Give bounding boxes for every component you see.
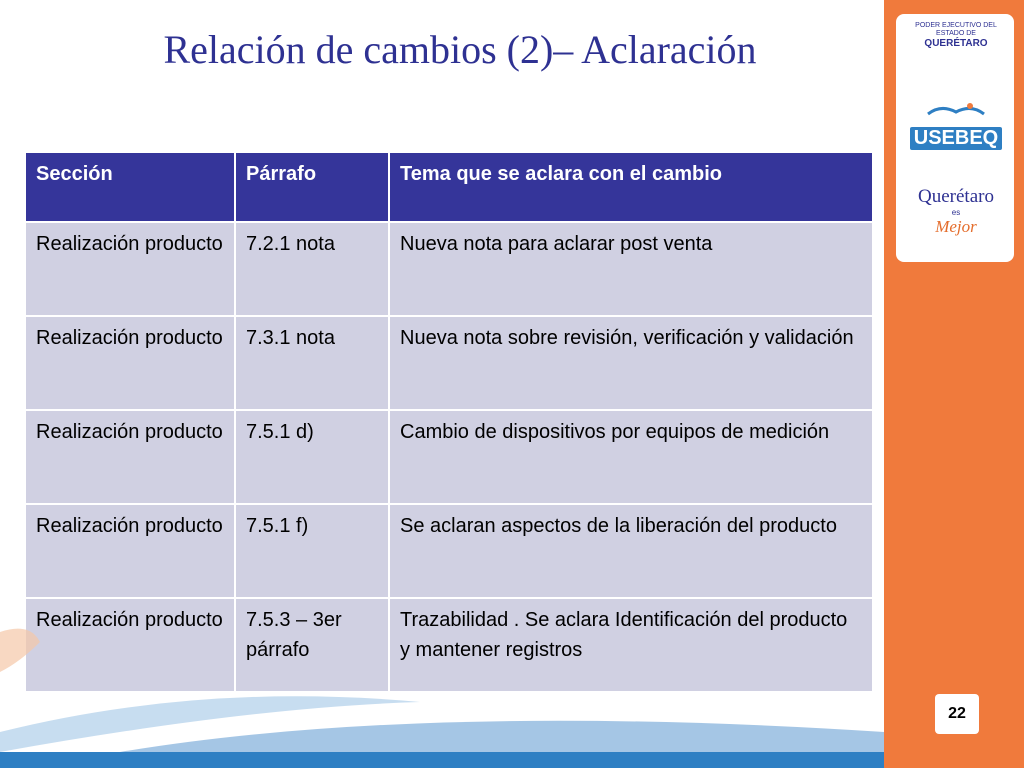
cell-tema: Se aclaran aspectos de la liberación del producto [389, 504, 873, 598]
logo-gov-name: QUERÉTARO [924, 38, 988, 49]
book-icon [926, 102, 986, 116]
swoosh-blue [120, 721, 884, 752]
logo-usebeq-name: USEBEQ [910, 127, 1002, 150]
logo-gov-subtitle: PODER EJECUTIVO DEL ESTADO DE [915, 22, 997, 37]
decorative-swoosh [0, 612, 884, 752]
table-row [25, 316, 873, 410]
swoosh-orange [0, 629, 40, 672]
slide-title: Relación de cambios (2)– Aclaración [163, 27, 757, 72]
table-header-row [25, 152, 873, 222]
logo-queretaro-name: Querétaro [918, 186, 994, 207]
table-row [25, 410, 873, 504]
cell-parrafo: 7.5.3 – 3er párrafo [235, 598, 389, 692]
cell-seccion: Realización producto [25, 504, 235, 598]
logo-mejor: Mejor [935, 217, 977, 236]
usebeq-logo [908, 102, 1004, 150]
cell-parrafo: 7.5.1 f) [235, 504, 389, 598]
logo-card [896, 14, 1014, 262]
cell-tema: Cambio de dispositivos por equipos de medición [389, 410, 873, 504]
cell-parrafo: 7.2.1 nota [235, 222, 389, 316]
table-row [25, 504, 873, 598]
header-tema: Tema que se aclara con el cambio [389, 152, 873, 222]
bottom-bar [0, 752, 884, 768]
cell-tema: Trazabilidad . Se aclara Identificación del producto y mantener registros [389, 598, 873, 692]
cell-seccion: Realización producto [25, 410, 235, 504]
cell-seccion: Realización producto [25, 316, 235, 410]
page-number: 22 [935, 694, 979, 734]
queretaro-gov-logo [908, 22, 1004, 49]
cell-tema: Nueva nota sobre revisión, verificación y validación [389, 316, 873, 410]
cell-seccion: Realización producto [25, 222, 235, 316]
table-row [25, 222, 873, 316]
cell-seccion: Realización producto [25, 598, 235, 692]
header-seccion: Sección [25, 152, 235, 222]
logo-es: es [951, 208, 961, 217]
cell-tema: Nueva nota para aclarar post venta [389, 222, 873, 316]
header-parrafo: Párrafo [235, 152, 389, 222]
cell-parrafo: 7.3.1 nota [235, 316, 389, 410]
cell-parrafo: 7.5.1 d) [235, 410, 389, 504]
queretaro-mejor-logo [908, 186, 1004, 237]
